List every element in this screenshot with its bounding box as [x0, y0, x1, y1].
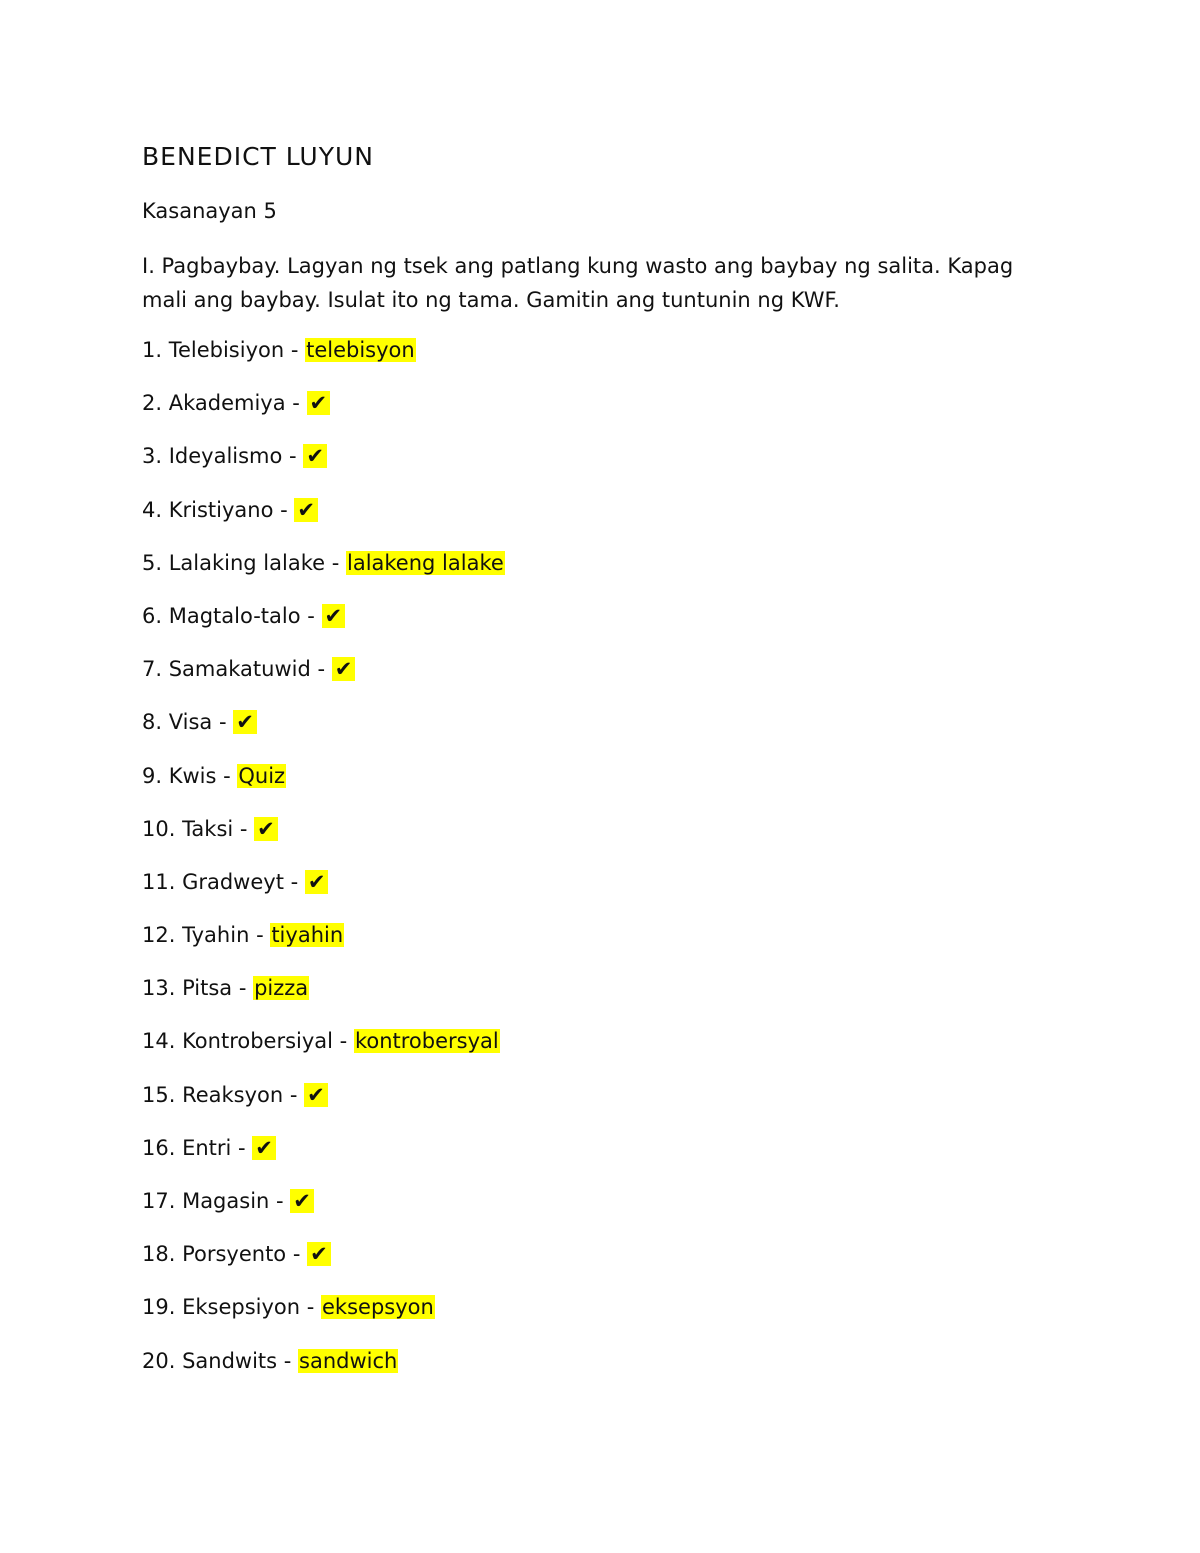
check-mark-icon: ✔ — [322, 604, 346, 628]
list-item — [142, 759, 505, 793]
list-item — [142, 1024, 505, 1058]
list-item — [142, 1078, 505, 1112]
check-mark-icon: ✔ — [290, 1189, 314, 1213]
item-word: 18. Porsyento — [142, 1242, 287, 1267]
list-item — [142, 1290, 505, 1324]
document-content — [142, 140, 1062, 1373]
item-word: 11. Gradweyt — [142, 869, 284, 894]
check-mark-icon: ✔ — [294, 498, 318, 522]
list-item — [142, 865, 505, 899]
item-word: 3. Ideyalismo — [142, 444, 283, 469]
item-separator: - — [277, 1348, 299, 1373]
check-mark-icon: ✔ — [307, 1242, 331, 1266]
check-mark-icon: ✔ — [233, 710, 257, 734]
list-item — [142, 333, 505, 367]
list-item — [142, 705, 505, 739]
item-separator: - — [310, 657, 332, 682]
item-word: 19. Eksepsiyon — [142, 1295, 301, 1320]
item-separator: - — [232, 976, 254, 1001]
check-mark-icon: ✔ — [332, 657, 356, 681]
check-mark-icon: ✔ — [305, 870, 329, 894]
list-item — [142, 918, 505, 952]
item-word: 5. Lalaking lalake — [142, 550, 326, 575]
item-separator: - — [333, 1029, 354, 1054]
item-word: 10. Taksi — [142, 816, 234, 841]
check-mark-icon: ✔ — [303, 444, 327, 468]
author-name: BENEDICT LUYUN — [142, 142, 374, 171]
item-word: 8. Visa — [142, 710, 213, 735]
item-word: 12. Tyahin — [142, 923, 250, 948]
item-separator: - — [283, 869, 305, 894]
item-separator: - — [233, 816, 255, 841]
item-correction: Quiz — [238, 763, 286, 788]
item-word: 6. Magtalo-talo — [142, 603, 301, 628]
list-item — [142, 812, 505, 846]
list-item — [142, 386, 505, 420]
item-word: 13. Pitsa — [142, 976, 233, 1001]
list-item — [142, 652, 505, 686]
list-item — [142, 493, 505, 527]
item-correction: sandwich — [299, 1348, 398, 1373]
item-separator: - — [300, 1295, 321, 1320]
item-word: 2. Akademiya — [142, 391, 286, 416]
item-separator: - — [269, 1189, 291, 1213]
check-mark-icon: ✔ — [254, 817, 278, 841]
item-correction: eksepsyon — [322, 1295, 434, 1320]
check-mark-icon: ✔ — [307, 391, 331, 415]
list-item — [142, 1237, 505, 1271]
item-word: 16. Entri — [142, 1135, 232, 1160]
item-word: 4. Kristiyano — [142, 497, 274, 522]
item-separator: - — [212, 710, 234, 735]
list-item — [142, 546, 505, 580]
item-correction: tiyahin — [271, 923, 344, 948]
item-separator: - — [286, 1242, 308, 1267]
item-separator: - — [284, 338, 306, 362]
item-word: 17. Magasin — [142, 1189, 270, 1213]
item-separator: - — [273, 497, 295, 522]
item-separator: - — [325, 550, 346, 575]
item-word: 15. Reaksyon — [142, 1082, 284, 1107]
item-separator: - — [216, 763, 238, 788]
item-separator: - — [283, 1082, 305, 1107]
instructions-paragraph: I. Pagbaybay. Lagyan ng tsek ang patlang kung wasto ang baybay ng salita. Kapag mali ang baybay. Isulat ito ng tama. Gamitin ang tuntunin ng KWF. — [142, 254, 1014, 312]
check-mark-icon: ✔ — [252, 1136, 276, 1160]
item-separator: - — [231, 1135, 253, 1160]
check-mark-icon: ✔ — [304, 1083, 328, 1107]
item-separator: - — [282, 444, 304, 469]
item-separator: - — [300, 603, 322, 628]
item-correction: lalakeng lalake — [346, 550, 504, 575]
list-item — [142, 971, 505, 1005]
list-item — [142, 1131, 505, 1165]
item-word: 1. Telebisiyon — [142, 338, 285, 362]
item-correction: telebisyon — [306, 338, 415, 362]
list-item — [142, 1184, 505, 1218]
item-separator: - — [285, 391, 307, 416]
exercise-title: Kasanayan 5 — [142, 199, 277, 223]
list-item — [142, 439, 505, 473]
answer-list — [142, 333, 505, 1397]
item-separator: - — [249, 923, 271, 948]
item-correction: pizza — [254, 976, 309, 1001]
item-word: 7. Samakatuwid — [142, 657, 311, 682]
item-word: 9. Kwis — [142, 763, 217, 788]
item-word: 14. Kontrobersiyal — [142, 1029, 333, 1054]
item-word: 20. Sandwits — [142, 1348, 278, 1373]
list-item — [142, 599, 505, 633]
list-item — [142, 1344, 505, 1378]
item-correction: kontrobersyal — [354, 1029, 499, 1054]
